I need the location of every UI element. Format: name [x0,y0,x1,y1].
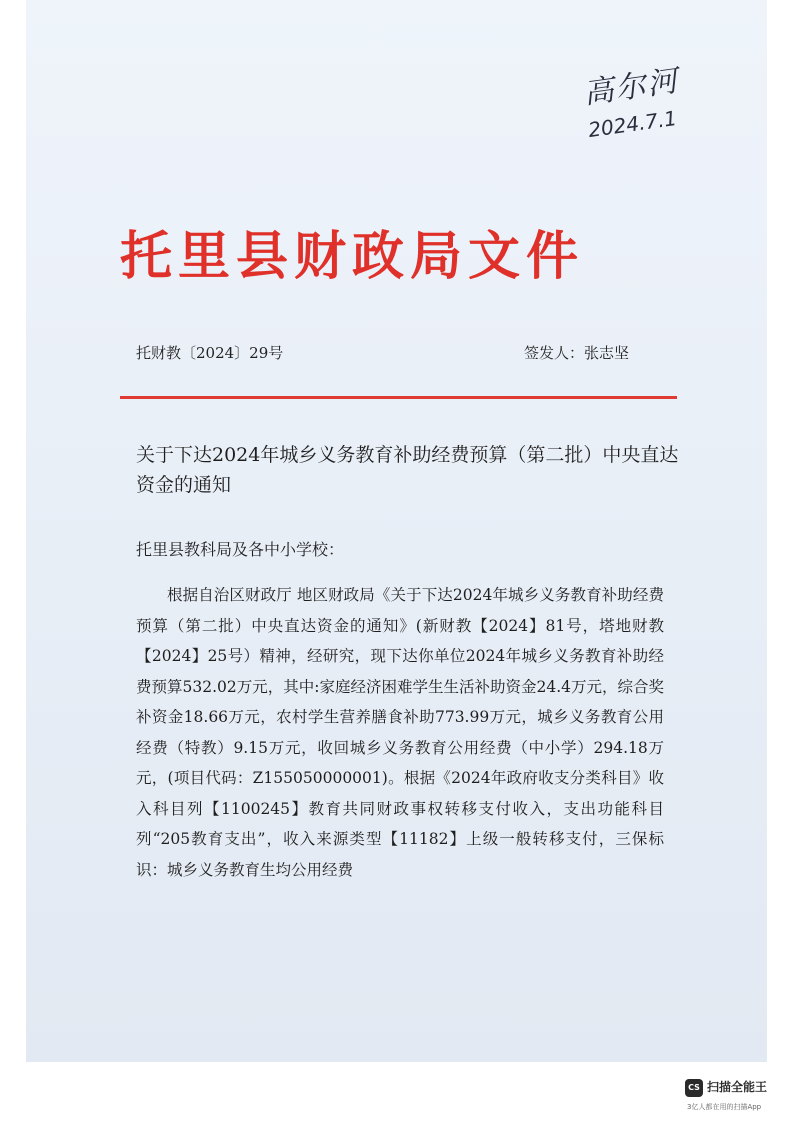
handwritten-signature: 高尔河 [581,63,682,112]
handwritten-date: 2024.7.1 [586,105,679,143]
document-signer: 签发人：张志坚 [524,344,630,362]
notice-title: 关于下达2024年城乡义务教育补助经费预算（第二批）中央直达资金的通知 [136,444,679,496]
scanner-tagline: 3亿人都在用的扫描App [687,1103,762,1111]
notice-body: 根据自治区财政厅 地区财政局《关于下达2024年城乡义务教育补助经费预算（第二批）中央直达资金的通知》(新财教【2024】81号，塔地财教【2024】25号）精神，经研究，现下达你单位2024年城乡义务教育补助经费预算532.02万元，其中:家庭经济困难学生生活补助资金24.4万元，综合奖补资金18.66万元，农村学生营养膳食补助773.99万元，城乡义务教育公用经费（特教）9.15万元，收回城乡义务教育公用经费（中小学）294.18万元，(项目代码：Z155050000001)。根据《2024年政府收支分类科目》收入科目列【1100245】教育共同财政事权转移支付收入，支出功能科目列“205教育支出”，收入来源类型【11182】上级一般转移支付，三保标识：城乡义务教育生均公用经费 [136,586,664,879]
scanner-app-name: 扫描全能王 [707,1080,768,1094]
document-header-title: 托里县财政局文件 [120,227,585,287]
document-number: 托财教〔2024〕29号 [136,344,284,362]
notice-recipient: 托里县教科局及各中小学校： [136,540,345,559]
scanned-page [26,0,767,1062]
scanner-logo-icon: CS [685,1079,703,1097]
red-divider-line [120,396,677,399]
scanner-watermark [685,1077,785,1117]
